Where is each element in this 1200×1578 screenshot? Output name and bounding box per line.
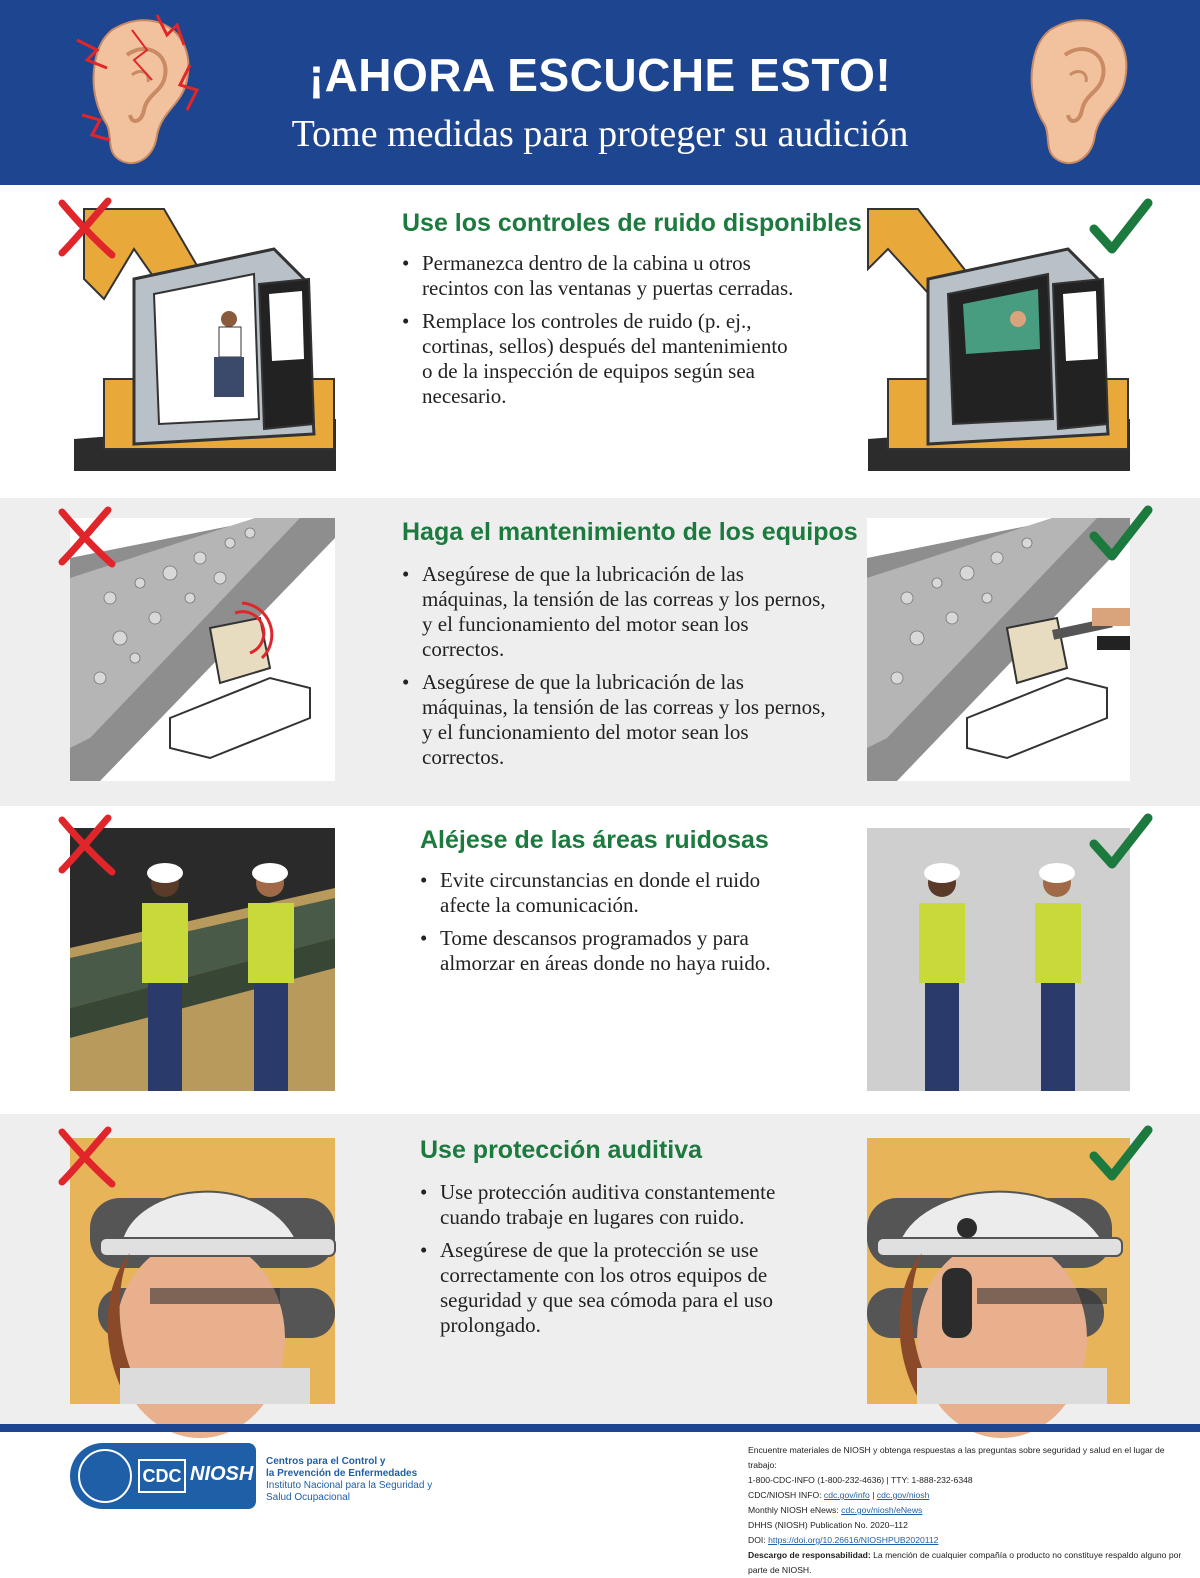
footer-info bbox=[748, 1443, 1188, 1578]
footer-info-line: CDC/NIOSH INFO: cdc.gov/info | cdc.gov/niosh bbox=[748, 1490, 930, 1500]
section-avoid-noisy-areas bbox=[0, 806, 1200, 1114]
bullet-item: • Asegúrese de que la lubricación de las máquinas, la tensión de las correas y los pernos, y el funcionamiento del motor sean los correctos. bbox=[402, 670, 832, 770]
section-noise-controls bbox=[0, 185, 1200, 498]
section-heading: Haga el mantenimiento de los equipos bbox=[402, 518, 858, 546]
cdc-niosh-logo[interactable] bbox=[70, 1443, 256, 1509]
x-mark-icon bbox=[54, 1124, 118, 1188]
organization-name bbox=[266, 1456, 432, 1504]
org-line: Centros para el Control y bbox=[266, 1456, 386, 1467]
doi-link[interactable]: https://doi.org/10.26616/NIOSHPUB2020112 bbox=[768, 1535, 939, 1545]
footer-doi-line: DOI: https://doi.org/10.26616/NIOSHPUB2020112 bbox=[748, 1535, 939, 1545]
cdc-logo: CDC bbox=[138, 1459, 186, 1493]
publication-number: DHHS (NIOSH) Publication No. 2020–112 bbox=[748, 1520, 908, 1530]
x-mark-icon bbox=[54, 195, 118, 259]
niosh-link[interactable]: cdc.gov/niosh bbox=[876, 1490, 930, 1500]
bullet-item: • Tome descansos programados y para almorzar en áreas donde no haya ruido. bbox=[420, 926, 800, 976]
bullet-list bbox=[420, 1180, 800, 1346]
org-line: Instituto Nacional para la Seguridad y bbox=[266, 1480, 433, 1491]
bullet-item: • Asegúrese de que la protección se use correctamente con los otros equipos de seguridad y que sea cómoda para el uso prolongado. bbox=[420, 1238, 800, 1338]
section-heading: Use los controles de ruido disponibles bbox=[402, 209, 862, 237]
ear-icon bbox=[1010, 10, 1140, 175]
page-subtitle: Tome medidas para proteger su audición bbox=[291, 113, 909, 155]
bullet-item: • Permanezca dentro de la cabina u otros recintos con las ventanas y puertas cerradas. bbox=[402, 251, 802, 301]
page-title: ¡AHORA ESCUCHE ESTO! bbox=[308, 49, 892, 101]
enews-link[interactable]: cdc.gov/niosh/eNews bbox=[841, 1505, 923, 1515]
x-mark-icon bbox=[54, 812, 118, 876]
check-mark-icon bbox=[1088, 1124, 1154, 1186]
section-heading: Use protección auditiva bbox=[420, 1136, 703, 1164]
header-banner bbox=[0, 0, 1200, 185]
bullet-item: • Remplace los controles de ruido (p. ej., cortinas, sellos) después del mantenimiento o de la inspección de equipos según sea necesario. bbox=[402, 309, 802, 409]
footer-intro: Encuentre materiales de NIOSH y obtenga respuestas a las preguntas sobre seguridad y salud en el lugar de trabajo: bbox=[748, 1445, 1165, 1470]
bullet-list bbox=[420, 868, 800, 984]
section-equipment-maintenance bbox=[0, 498, 1200, 806]
org-line: la Prevención de Enfermedades bbox=[266, 1468, 418, 1479]
bullet-list bbox=[402, 251, 802, 417]
footer-phone: 1-800-CDC-INFO (1-800-232-4636) | TTY: 1-888-232-6348 bbox=[748, 1475, 973, 1485]
footer-divider bbox=[0, 1424, 1200, 1432]
niosh-logo: NIOSH bbox=[190, 1463, 254, 1485]
bullet-item: • Use protección auditiva constantemente cuando trabaje en lugares con ruido. bbox=[420, 1180, 800, 1230]
check-mark-icon bbox=[1088, 812, 1154, 874]
section-heading: Aléjese de las áreas ruidosas bbox=[420, 826, 769, 854]
x-mark-icon bbox=[54, 504, 118, 568]
check-mark-icon bbox=[1088, 504, 1154, 566]
bullet-list bbox=[402, 562, 832, 778]
disclaimer: Descargo de responsabilidad: La mención de cualquier compañía o producto no constituye respaldo alguno por parte de NIOSH. bbox=[748, 1550, 1182, 1575]
org-line: Salud Ocupacional bbox=[266, 1492, 350, 1503]
bullet-item: • Asegúrese de que la lubricación de las máquinas, la tensión de las correas y los pernos, y el funcionamiento del motor sean los correctos. bbox=[402, 562, 832, 662]
check-mark-icon bbox=[1088, 197, 1154, 259]
info-link[interactable]: cdc.gov/info bbox=[823, 1490, 870, 1500]
hhs-seal-icon bbox=[78, 1449, 132, 1503]
section-hearing-protection bbox=[0, 1114, 1200, 1424]
bullet-item: • Evite circunstancias en donde el ruido afecte la comunicación. bbox=[420, 868, 800, 918]
footer-enews-line: Monthly NIOSH eNews: cdc.gov/niosh/eNews bbox=[748, 1505, 923, 1515]
